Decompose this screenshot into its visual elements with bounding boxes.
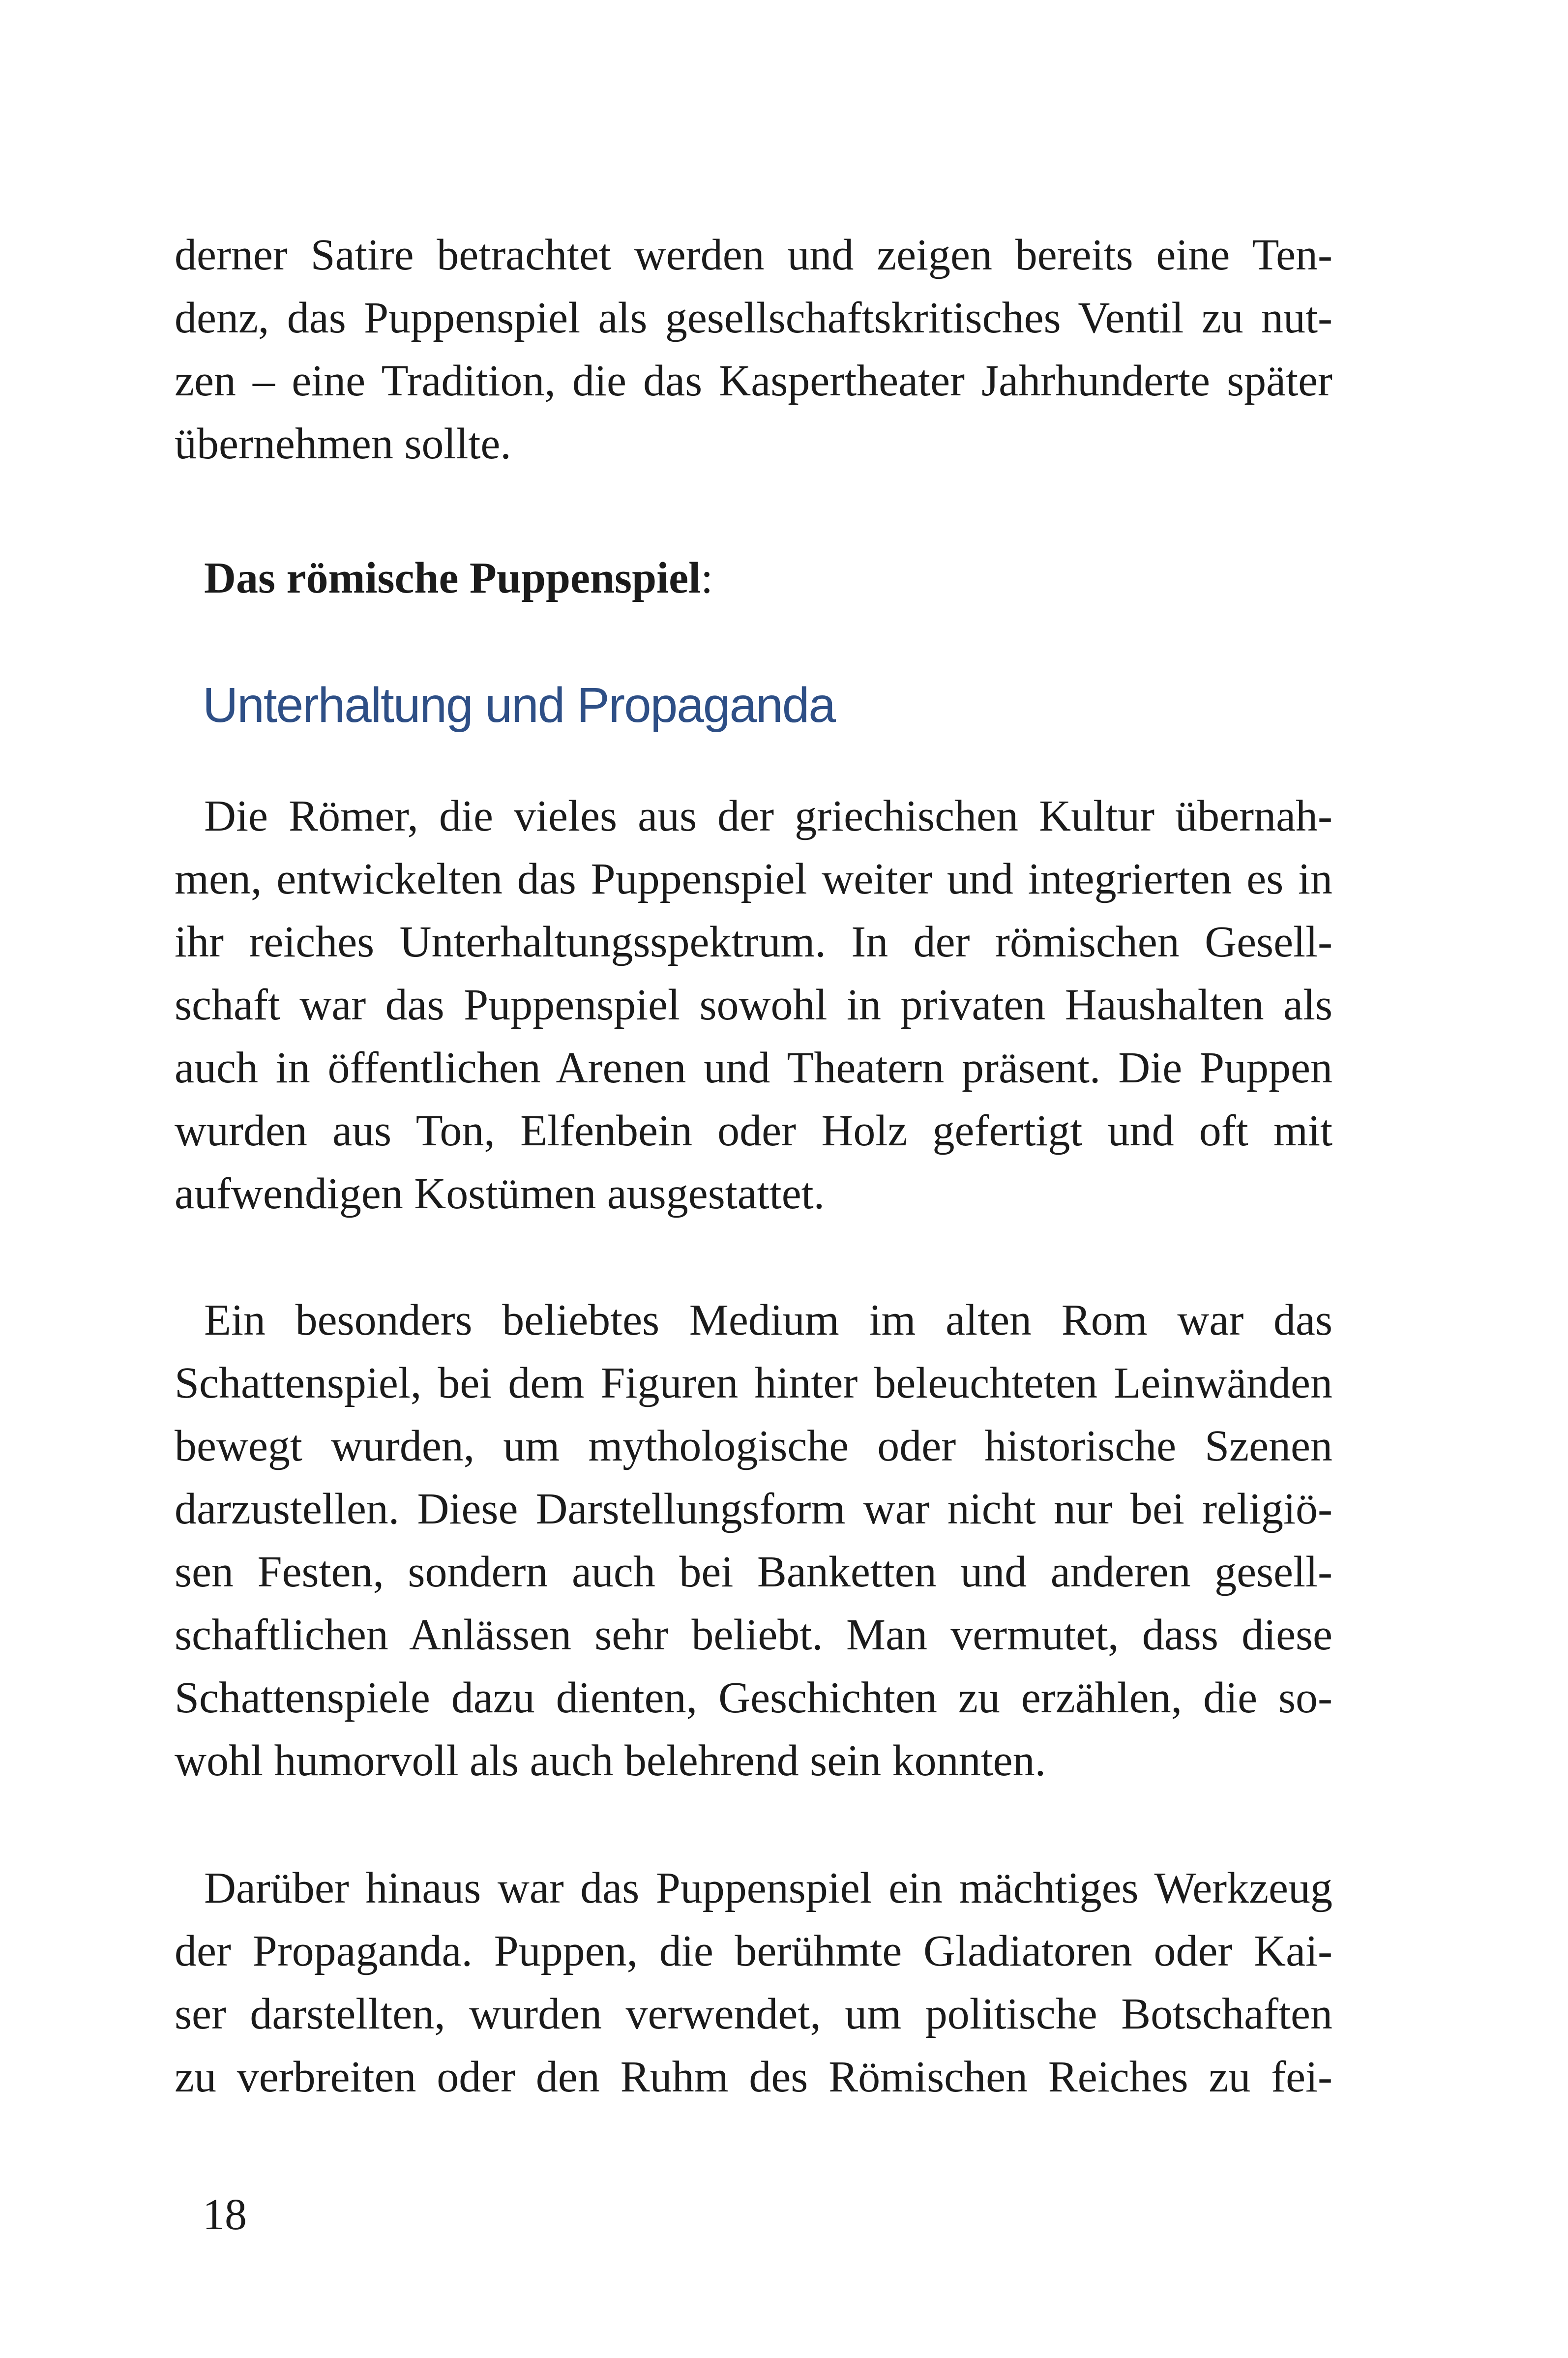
- text-line: derner Satire betrachtet werden und zeigen bereits eine Ten-: [175, 231, 1332, 279]
- section-label: [204, 547, 713, 610]
- text-line: auch in öffentlichen Arenen und Theatern präsent. Die Puppen: [175, 1044, 1332, 1092]
- paragraph: [175, 785, 1332, 1225]
- paragraph: [175, 1857, 1332, 2109]
- text-line: Die Römer, die vieles aus der griechischen Kultur übernah-: [204, 792, 1332, 840]
- text-line: bewegt wurden, um mythologische oder historische Szenen: [175, 1422, 1332, 1470]
- text-line: schaftlichen Anlässen sehr beliebt. Man vermutet, dass diese: [175, 1611, 1332, 1659]
- text-line: schaft war das Puppenspiel sowohl in privaten Haushalten als: [175, 981, 1332, 1029]
- text-line: zu verbreiten oder den Ruhm des Römischen Reiches zu fei-: [175, 2053, 1332, 2101]
- text-line: sen Festen, sondern auch bei Banketten und anderen gesell-: [175, 1548, 1332, 1596]
- text-line: zen – eine Tradition, die das Kaspertheater Jahrhunderte später: [175, 357, 1332, 405]
- section-label-colon: :: [701, 554, 713, 602]
- text-line: wurden aus Ton, Elfenbein oder Holz gefertigt und oft mit: [175, 1106, 1332, 1155]
- text-line: übernehmen sollte.: [175, 419, 511, 468]
- paragraph: [175, 224, 1332, 476]
- text-line: denz, das Puppenspiel als gesellschaftskritisches Ventil zu nut-: [175, 294, 1332, 342]
- text-line: ihr reiches Unterhaltungsspektrum. In der römischen Gesell-: [175, 918, 1332, 966]
- section-label-text: Das römische Puppenspiel: [204, 554, 701, 602]
- page-number: 18: [203, 2190, 247, 2239]
- text-line: men, entwickelten das Puppenspiel weiter und integrierten es in: [175, 855, 1332, 903]
- text-line: wohl humorvoll als auch belehrend sein konnten.: [175, 1736, 1046, 1785]
- text-line: Ein besonders beliebtes Medium im alten Rom war das: [204, 1296, 1332, 1344]
- text-line: Darüber hinaus war das Puppenspiel ein mächtiges Werkzeug: [204, 1864, 1332, 1912]
- text-line: ser darstellten, wurden verwendet, um politische Botschaften: [175, 1990, 1332, 2038]
- paragraph: [175, 1289, 1332, 1792]
- text-line: der Propaganda. Puppen, die berühmte Gladiatoren oder Kai-: [175, 1927, 1332, 1975]
- text-line: Schattenspiele dazu dienten, Geschichten zu erzählen, die so-: [175, 1673, 1332, 1722]
- text-line: aufwendigen Kostümen ausgestattet.: [175, 1169, 825, 1218]
- text-line: Schattenspiel, bei dem Figuren hinter beleuchteten Leinwänden: [175, 1359, 1332, 1407]
- section-heading: Unterhaltung und Propaganda: [203, 678, 835, 733]
- text-line: darzustellen. Diese Darstellungsform war nicht nur bei religiö-: [175, 1485, 1332, 1533]
